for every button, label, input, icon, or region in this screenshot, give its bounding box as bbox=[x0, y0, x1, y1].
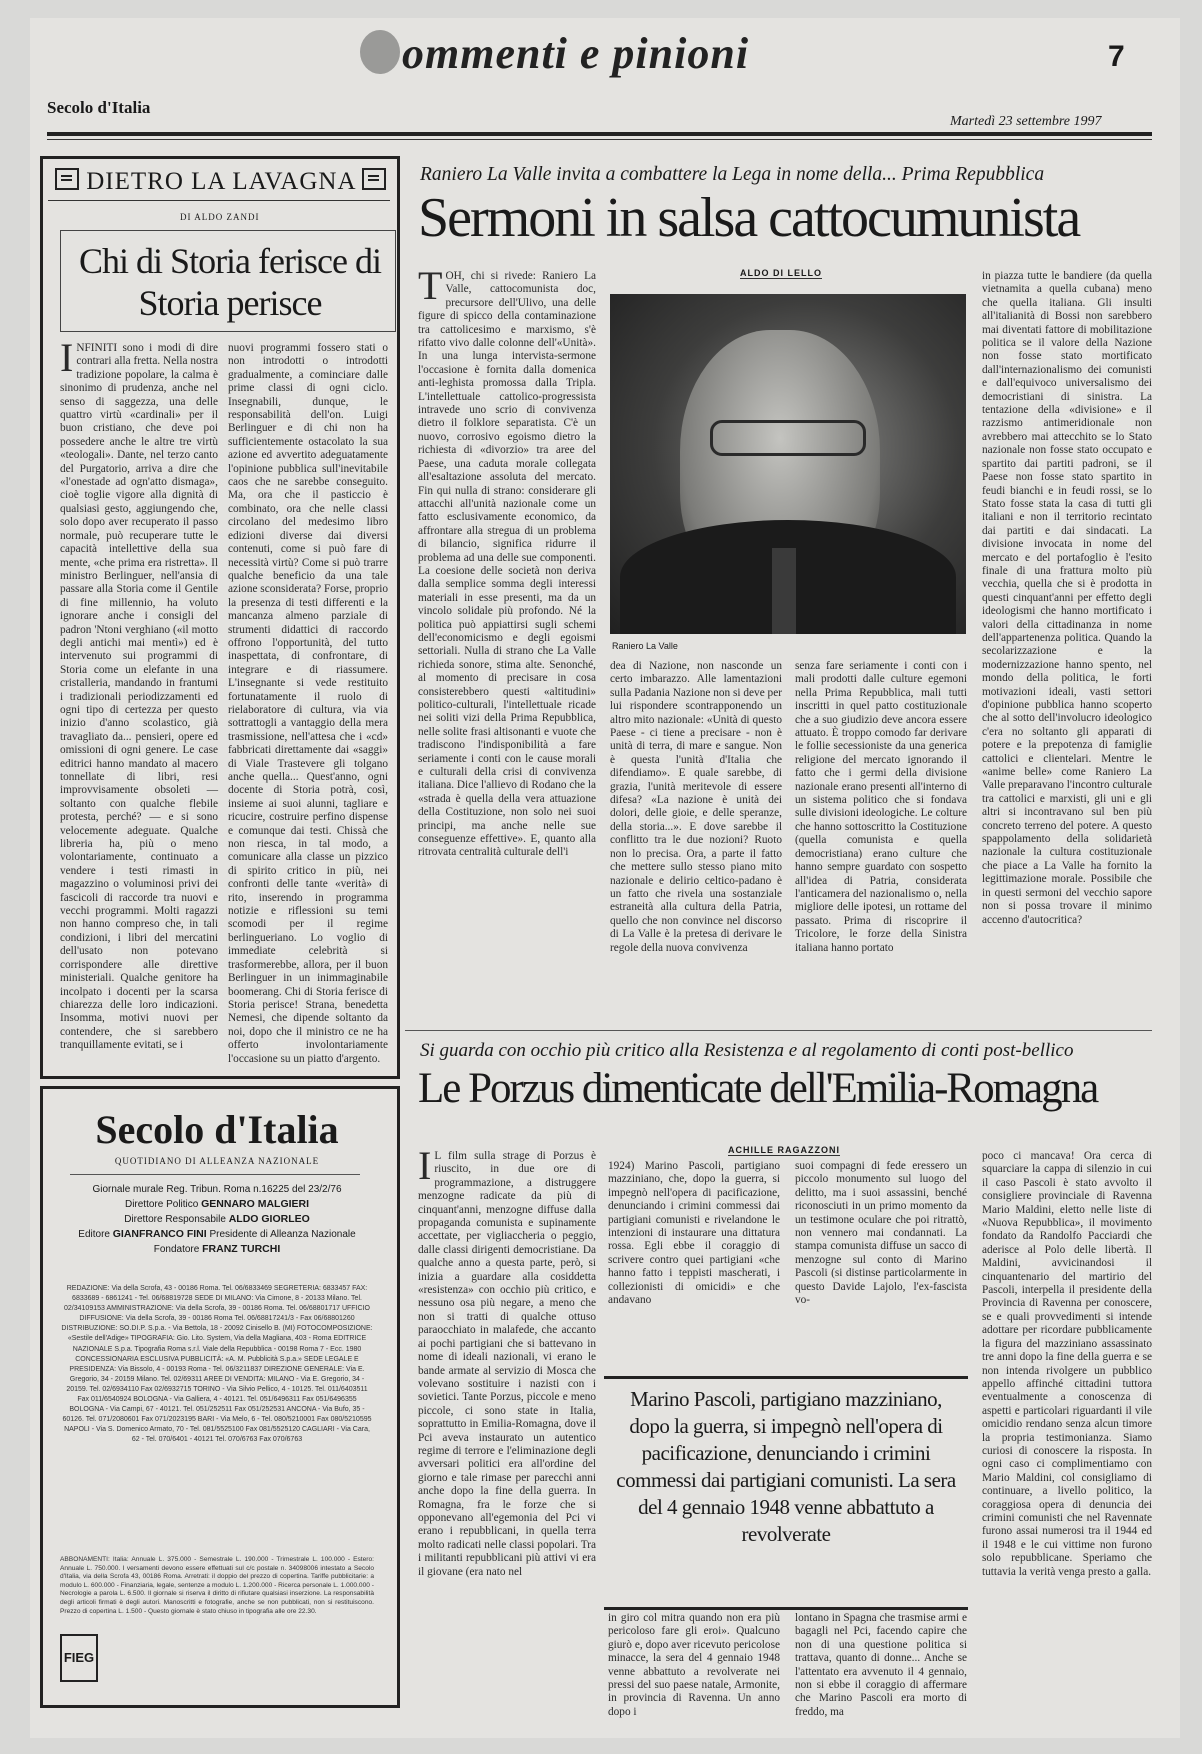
ornament-c-icon bbox=[360, 30, 400, 74]
article-bottom-col-5: in giro col mitra quando non era più pericoloso fare gli eroi». Qualcuno giurò e, dopo aver ricevuto pericolose minacce, la sera del 4 gennaio 1948 venne abbattuto a revolverate nei pressi del suo paese natale, Armonite, in provincia di Ravenna. Un anno dopo i bbox=[608, 1612, 780, 1718]
colophon-addresses: REDAZIONE: Via della Scrofa, 43 - 00186 Roma. Tel. 06/6833469 SEGRETERIA: 6833457 FAX: 6833689 - 6861241 - Tel. 06/68819728 SEDE DI MILANO: Via Cimone, 8 - 20133 Milano. Tel. 02/34109153 AMMINISTRAZIONE: Via della Scrofa, 39 - 00186 Roma. Tel. 06/68801717 UFFICIO DIFFUSIONE: Via della Scrofa, 39 - 00186 Roma Tel. 06/68817241/3 - Fax 06/68801260 DISTRIBUZIONE: SO.DI.P. S.p.a. - Via Bettola, 18 - 20092 Cinisello B. (MI) FOTOCOMPOSIZIONE: «Sestile dell'Adige» TIPOGRAFIA: Gio. Lito. System, Via della Magliana, 403 - Roma EDITRICE NAZIONALE S.p.a. Tipografia Roma s.r.l. Viale della Repubblica - 00198 Roma 7 - Ecc. 1980 CONCESSIONARIA ESCLUSIVA PUBBLICITÀ: «A. M. Pubblicità S.p.a.» SEDE LEGALE E PRESIDENZA: Via Bissolo, 4 - 00193 Roma - Tel. 06/3211837 DIREZIONE GENERALE: Via E. Gregorio, 34 - 20159 Milano. Tel. 02/69311 AREE DI VENDITA: MILANO - Via E. Gregorio, 34 - 20159. Tel. 02/6934110 Fax 02/6932715 TORINO - Via Silvio Pellico, 4 - 10125. Tel. 011/6403511 Fax 011/6540924 BOLOGNA - Via Galliera, 4 - 40121. Tel. 051/6496311 Fax 051/6496355 BOLOGNA - Via Campi, 67 - 40121. Tel. 051/252511 Fax 051/252531 ANCONA - Via Bufo, 35 - 60126. Tel. 071/2080601 Fax 071/2023195 BARI - Via Melo, 6 - Tel. 080/5210001 Fax 080/5210595 NAPOLI - Via S. Domenico Armato, 70 - Tel. 081/5525100 Fax 081/5525120 CAGLIARI - Via Cara, 62 - Tel. 070/6401 - 40121 Tel. 070/6763 Fax 070/6763 bbox=[61, 1285, 373, 1444]
colophon-small-print: ABBONAMENTI: Italia: Annuale L. 375.000 - Semestrale L. 190.000 - Trimestrale L. 100.000 - Estero: Annuale L. 750.000. I versamenti devono essere effettuati sul c/c postale n. 34098006 intestato a Secolo d'Italia, via della Scrofa 43, 00186 Roma. Arretrati: il doppio del prezzo di copertina. Tariffe pubblicitarie: a modulo L. 600.000 - Finanziaria, legale, sentenze a modulo L. 1.200.000 - Ricerca personale L. 1.000.000 - Necrologie a parola L. 6.500. Il giornale si riserva il diritto di rifiutare qualsiasi inserzione. La responsabilità degli articoli firmati è degli autori. Manoscritti e fotografie, anche se non pubblicati, non si restituiscono. Prezzo di copertina L. 1.500 - Questo giornale è stato chiuso in tipografia alle ore 22.30. bbox=[60, 1556, 374, 1615]
blackboard-icon bbox=[362, 168, 386, 190]
article-bottom-col-6: lontano in Spagna che trasmise armi e bagagli nel Pci, facendo capire che non di una questione politica si trattava, quanto di donne... Anche se l'attentato era avvenuto il 4 gennaio, non si ebbe il coraggio di affermare che Marino Pascoli era morto di freddo, ma bbox=[795, 1612, 967, 1718]
article-bottom-byline: ACHILLE RAGAZZONI bbox=[728, 1145, 840, 1155]
political-director: GENNARO MALGIERI bbox=[201, 1198, 310, 1210]
article-top-col-2: dea di Nazione, non nasconde un certo imbarazzo. Alle lamentazioni sulla Padania Nazione non si deve per lui rispondere scontrapponendo un altro mito nazionale: «Unità di questo Paese - ci tiene a precisare - non è unità di terra, di mare e sangue. Non è questa l'unità d'Italia che difendiamo». E quale sarebbe, di grazia, l'unità meritevole di essere difesa? «La nazione è unità dei dolori, delle gioie, e delle speranze, della storia...». E dove sarebbe il conflitto tra le due nozioni? Ruoto non lo precisa. Ora, a parte il fatto che mettere sullo stesso piano mito nazionale e delirio celtico-padano è un fatto che rivela una sostanziale estraneità alla cultura della Patria, quello che non convince nel discorso di La Valle è la pretesa di derivare le regole della nuova convivenza bbox=[610, 660, 782, 954]
blackboard-icon bbox=[55, 168, 79, 190]
masthead: Secolo d'Italia bbox=[47, 98, 151, 117]
kicker-rule bbox=[48, 200, 390, 201]
portrait-glasses bbox=[710, 420, 866, 456]
article-bottom-kicker: Si guarda con occhio più critico alla Resistenza e al regolamento di conti post-bellico bbox=[420, 1040, 1074, 1061]
article-bottom-headline: Le Porzus dimenticate dell'Emilia-Romagna bbox=[418, 1065, 1098, 1112]
colophon-subtitle: QUOTIDIANO DI ALLEANZA NAZIONALE bbox=[114, 1156, 320, 1166]
column-text-2: nuovi programmi fossero stati o non introdotti o introdotti gradualmente, a cominciare dalle prime classi di ogni ciclo. Insegnabili, dunque, le responsabilità dell'on. Luigi Berlinguer e di chi non ha sufficientemente ostacolato la sua azione ed avvertito adeguatamente l'opinione pubblica sull'inevitabile caos che ne sarebbe conseguito. Ma, ora che il pasticcio è combinato, ora che nelle classi circolano del medesimo libro edizioni diverse dai diversi contenuti, come si può fare di necessità virtù? Come si può trarre qualche beneficio da una tale azione sconsiderata? Forse, proprio la presenza di testi differenti e la mancanza almeno parziale di strumenti didattici di raccordo offrono l'opportunità, del tutto inaspettata, di confrontare, di integrare e di riassumere. L'insegnante si vede restituito fortunatamente il ruolo di rielaboratore di cultura, via via sottrattogli a vantaggio della mera trasmissione, nell'attesa che i «cd» fabbricati direttamente dai «saggi» di Viale Trastevere gli tolgano anche quella... Quest'anno, ogni docente di Storia potrà, così, insieme ai suoi alunni, tagliare e ricucire, costruire perfino dispense e comunque dai testi. Chissà che non riesca, in tal modo, a comunicare alla classe un pizzico di spirito critico in più, nei confronti delle tante «verità» di rito, inserendo in programma notizie e riflessioni su temi scomodi per il regime berlingueriano. Lo voglio di immediate celebrità si trasformerebbe, allora, per il buon Berlinguer in un inimmaginabile boomerang. Chi di Storia ferisce di Storia perisce! Strana, benedetta Nemesi, che dipende soltanto da noi, dopo che il ministro ce ne ha offerto involontariamente l'occasione su un piatto d'argento. bbox=[228, 342, 388, 1065]
article-separator bbox=[405, 1030, 1152, 1031]
section-title: ommenti e pinioni bbox=[360, 28, 749, 79]
dropcap: I bbox=[60, 335, 74, 380]
photo-caption: Raniero La Valle bbox=[612, 641, 678, 651]
colophon-title: Secolo d'Italia bbox=[95, 1107, 339, 1152]
colophon-rule bbox=[70, 1174, 360, 1175]
header-rule bbox=[47, 132, 1152, 136]
registration-line: Giornale murale Reg. Tribun. Roma n.16225 del 23/2/76 bbox=[92, 1184, 342, 1195]
dropcap: T bbox=[418, 263, 443, 308]
managing-director: ALDO GIORLEO bbox=[228, 1213, 310, 1225]
dateline: Martedì 23 settembre 1997 bbox=[950, 114, 1102, 129]
page-number: 7 bbox=[1108, 40, 1125, 73]
column-kicker: DIETRO LA LAVAGNA bbox=[55, 168, 386, 196]
dropcap: I bbox=[418, 1143, 432, 1188]
pull-quote: Marino Pascoli, partigiano mazziniano, dopo la guerra, si impegnò nell'opera di pacificazione, denunciando i crimini commessi dai partigiani comunisti. La sera del 4 gennaio 1948 venne abbattuto a revolverate bbox=[616, 1387, 956, 1546]
article-top-headline: Sermoni in salsa cattocumunista bbox=[418, 187, 1080, 249]
article-bottom-col-3: suoi compagni di fede eressero un piccolo monumento sul luogo del delitto, ma i suoi assassini, benché riconosciuti in un primo momento da un testimone oculare che poi ritrattò, non vennero mai condannati. La stampa comunista diffuse un sacco di menzogne sul conto di Marino Pascoli (si distinse particolarmente in questo Davide Lajolo, l'ex-fascista vo- bbox=[795, 1160, 967, 1307]
column-headline: Chi di Storia ferisce di Storia perisce bbox=[79, 241, 381, 323]
article-bottom-col-4: poco ci mancava! Ora cerca di squarciare la cappa di silenzio in cui il caso Pascoli è stato avvolto il consigliere provinciale di Ravenna Mario Maldini, eletto nelle liste di «Nuova Repubblica», il movimento fondato da Randolfo Pacciardi che aderisce al Polo delle libertà. Il Maldini, avvicinandosi il cinquantenario del martirio del Pascoli, interpella il presidente della Provincia di Ravenna per conoscere, se e quali provvedimenti si intende adottare per ricordare pubblicamente la figura del mazziniano assassinato tre anni dopo la fine della guerra e se non intenda rivolgere un pubblico appello affinché cittadini tuttora eventualmente a conoscenza di aspetti e particolari riguardanti il vile omicidio rendano senza alcun timore la propria testimonianza. Siamo curiosi di conoscere la risposta. In ogni caso ci complimentiamo con Mario Maldini, col consigliamo di continuare, a livello politico, la coraggiosa opera di denuncia dei crimini comunisti che nel Ravennate furono assai numerosi tra il 1944 ed il 1948 e le cui vittime non furono solo repubblicane. Speriamo che tuttavia la verità venga presto a galla. bbox=[982, 1150, 1152, 1578]
article-top-col-4: in piazza tutte le bandiere (da quella vietnamita a quella cubana) meno che quella italiana. Gli insulti all'italianità di Bossi non sarebbero mai diventati fattore di mobilitazione politica se il valore della Nazione non fosse stato mortificato dall'internazionalismo dei comunisti e dall'equivoco universalismo dei democristiani di sinistra. La tentazione della «divisione» e il razzismo antimeridionale non avrebbero mai attecchito se lo Stato nazionale non fosse stato occupato e spartito dai partiti padroni, se il Paese non fosse stato spartito in feudi bianchi e in feudi rossi, se lo Stato fosse stata la casa di tutti gli italiani e non il territorio recintato dai partiti e dai sindacati. La divisione invocata in nome del mercato e del portafoglio è l'esito finale di una frattura molto più vecchia, quella che si è prodotta in questi cinquant'anni per effetto degli ideologismi che hanno mortificato i valori della cittadinanza in nome dell'appartenenza politica. Quando la secolarizzazione e la modernizzazione hanno spento, nel mondo della politica, le forti motivazioni ideali, vasti settori d'opinione pubblica hanno scoperto che al sotto dell'involucro ideologico c'era no soltanto gli apparati di potere e la prepotenza di famiglie cattolici e clientelari. Mentre le «anime belle» come Raniero La Valle preparavano l'incontro culturale tra cattolici e marxisti, gli uni e gli altri si incontravano sul ben più concreto terreno del potere. A questo spappolamento della solidarietà nazionale la cultura costituzionale che piace a La Valle ha fornito la legittimazione morale. Possibile che in questi sermoni del vecchio sapore non si possa trovare il minimo accenno d'autocritica? bbox=[982, 270, 1152, 926]
fieg-logo: FIEG bbox=[60, 1634, 98, 1682]
header-rule-thin bbox=[47, 139, 1152, 140]
article-top-col-3: senza fare seriamente i conti con i mali prodotti dalle culture egemoni nella Prima Repubblica, mali tutti inscritti in quel patto costituzionale che a suo giudizio deve ancora essere attuato. È troppo comodo far derivare le follie secessioniste da una generica religione del mercato ignorando il fatto che i germi della divisione nazionale erano presenti all'interno di un sistema politico che si fondava sulle divisioni ideologiche. Le colture che hanno sottoscritto la Costituzione (quella comunista e quella democristiana) erano culture che hanno sempre guardato con sospetto all'idea di Patria, considerata l'anticamera del nazionalismo o, nella migliore delle ipotesi, un rottame del passato. Prima di riscoprire il Tricolore, le forze della Sinistra italiana hanno portato bbox=[795, 660, 967, 954]
founder: FRANZ TURCHI bbox=[202, 1243, 281, 1255]
publisher: GIANFRANCO FINI bbox=[112, 1228, 207, 1240]
article-bottom-col-1: I L film sulla strage di Porzus è riuscito, in due ore di programmazione, a distruggere menzogne radicate da più di cinquant'anni, menzogne diffuse dalla propaganda comunista e supinamente accettate, per vigliaccheria o peggio, dalle classi dirigenti democristiane. Da qualche anno a questa parte, però, si inizia a guardare alla cosiddetta «resistenza» con occhio più critico, e nessuno osa più negare, a meno che non si tratti di qualche ottuso paraocchiato in malafede, che accanto ai pochi partigiani che si battevano in nome di ideali nazionali, vi erano le bande armate al servizio di Mosca che volevano sostituire i nazisti con i sovietici. Tante Porzus, piccole e meno piccole, ci sono state in Italia, soprattutto in Emilia-Romagna, dove il Pci aveva instaurato un autentico regime di terrore e l'eliminazione degli avversari politici era all'ordine del giorno e tale rimase per parecchi anni anche dopo la fine della guerra. In Romagna, fra le forze che si opponevano all'egemonia del Pci vi erano i repubblicani, in quella terra molto radicati nelle classi popolari. Tra i militanti repubblicani più attivi vi era il giovane (era nato nel bbox=[418, 1143, 596, 1578]
article-bottom-col-2: 1924) Marino Pascoli, partigiano mazziniano, che, dopo la guerra, si impegnò nell'opera di pacificazione, denunciando i crimini commessi dai partigiani comunisti e rivelandone le intenzioni di instaurare una dittatura rossa. Egli ebbe il coraggio di scrivere contro quei partigiani «che hanno fatto i teppisti mascherati, i collezionisti di omicidi» e che andavano bbox=[608, 1160, 780, 1307]
colophon-credits: Giornale murale Reg. Tribun. Roma n.16225 del 23/2/76 Direttore Politico GENNARO MALGIERI Direttore Responsabile ALDO GIORLEO Editore GIANFRANCO FINI Presidente di Alleanza Nazionale Fondatore FRANZ TURCHI bbox=[60, 1183, 374, 1257]
article-top-col-1: TOH, chi si rivede: Raniero La Valle, cattocomunista doc, precursore dell'Ulivo, una delle figure di spicco della contaminazione tra cattolicesimo e marxismo, s'è rifatto vivo dalle colonne dell'«Unità». In una lunga intervista-sermone l'occasione è fornita dalla domenica anti-leghista promossa dalla Tripla. L'intellettuale cattolico-progressista intravede uno scrio di convivenza dietro il folklore separatista. C'è un nuovo, corrosivo egoismo dietro la richiesta di «divorzio» tra aree del Paese, una caduta morale collegata all'esaltazione assoluta del mercato. Fin qui nulla di strano: considerare gli attacchi all'unità nazionale come un fatto esclusivamente economico, da affrontare alla stregua di un problema di bilancio, significa ridurre il problema ad una delle sue componenti. La coesione delle società non deriva dalla semplice somma degli interessi materiali in esse presenti, ma da un vincolo solidale più profondo. Né la politica può appiattirsi sugli schemi dell'economicismo e degli egoismi settoriali. Nulla di strano che La Valle richieda sonore, stima alte. Senonché, al momento di precisare in cosa consisterebbero questi «altitudini» politico-culturali, l'intellettuale ricade nei soliti vizi della Prima Repubblica, nelle solite frasi altisonanti e vuote che tradiscono l'indisponibilità a fare seriamente i conti con le cause morali e culturali della crisi di convivenza italiana. Dice l'allievo di Rodano che la «strada è quella della vera attuazione della Costituzione, non solo nei suoi principi, ma anche nelle sue conseguenze effettive». E, quanto alla ritrovata centralità culturale dell'i bbox=[418, 263, 597, 859]
portrait-tie bbox=[772, 548, 796, 634]
column-byline: DI ALDO ZANDI bbox=[180, 212, 260, 222]
column-text-1: INFINITI sono i modi di dire contrari alla fretta. Nella nostra tradizione popolare, la calma è sinonimo di prudenza, anche nel senso di saggezza, una delle quattro virtù «cardinali» per il buon cristiano, che deve poi possedere anche le altre tre virtù «teologali». Dante, nel terzo canto del Purgatorio, arriva a dire che «l'onestade ad ogn'atto dismaga», cioè toglie vigore alla dignità di qualsiasi gesto, aggiungendo che, solo dopo aver recuperato il passo normale, può recuperare tutte le capacità intellettive della sua mente, «che prima era ristretta». Il ministro Berlinguer, nell'ansia di passare alla Storia come il Gentile di fine millennio, ha voluto ignorare anche i consigli del padron 'Ntoni verghiano («il motto degli antichi mai mentì») ed è intervenuto sui programmi di Storia come un elefante in una cristalleria, mandando in frantumi i tradizionali periodizzamenti ed ogni tipo di certezza per questo inizio d'anno scolastico, già travagliato da... pensieri, opere ed omissioni di ogni genere. Le case editrici hanno mandato al macero tonnellate di libri, resi improvvisamente obsoleti — soltanto con qualche flebile protesta, perché? — e si sono velocemente adeguate. Qualche libreria ha, più o meno volontariamente, continuato a vendere i testi rimasti in magazzino o voluminosi privi dei fascicoli di raccorde tra nuovi e vecchi programmi. Molti ragazzi non hanno compreso che, in tali condizioni, i libri del mercatini dell'usato non potevano corrispondere alle direttive ministeriali. Qualche genitore ha incolpato i docenti per la scarsa chiarezza delle loro indicazioni. Insomma, motivi nuovi per contendere, che si sarebbero tranquillamente evitati, se i bbox=[60, 335, 218, 1052]
article-top-kicker: Raniero La Valle invita a combattere la Lega in nome della... Prima Repubblica bbox=[420, 164, 1045, 185]
article-top-byline: ALDO DI LELLO bbox=[740, 268, 822, 278]
